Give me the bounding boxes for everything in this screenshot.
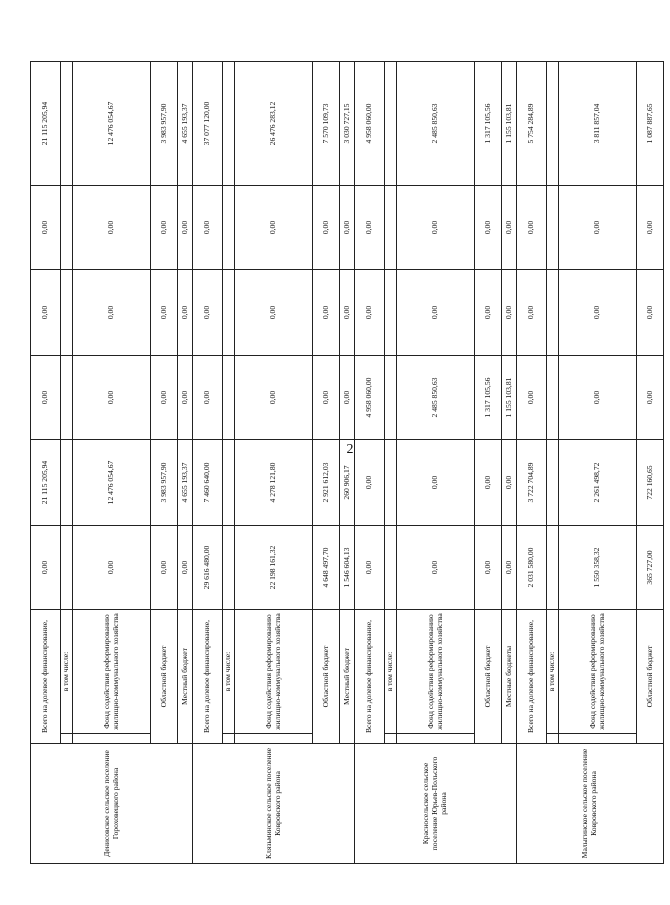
funding-source-label: Местный бюджет (340, 610, 355, 744)
settlement-name: Клязьминское сельское поселение Ковровского района (193, 744, 355, 864)
value-cell: 0,00 (151, 186, 178, 270)
indent-cell (385, 734, 397, 744)
value-cell: 1 546 604,13 (340, 526, 355, 610)
value-cell: 22 198 161,32 (235, 526, 313, 610)
value-cell: 12 476 054,67 (73, 62, 151, 186)
empty-cell (61, 186, 73, 270)
value-cell: 0,00 (397, 526, 475, 610)
value-cell: 0,00 (73, 526, 151, 610)
funding-source-label: в том числе: (223, 610, 235, 734)
value-cell: 0,00 (355, 440, 385, 526)
table-frame (30, 62, 654, 864)
funding-source-label: Всего на долевое финансирование, (517, 610, 547, 744)
settlement-name: Денисовское сельское поселение Гороховецкого района (31, 744, 193, 864)
value-cell: 21 115 205,94 (31, 62, 61, 186)
value-cell: 2 485 850,63 (397, 62, 475, 186)
value-cell: 0,00 (397, 186, 475, 270)
value-cell: 0,00 (517, 356, 547, 440)
settlement-name: Красносельское сельское поселение Юрьев-Польского района (355, 744, 517, 864)
value-cell: 7 570 109,73 (313, 62, 340, 186)
value-cell: 0,00 (151, 356, 178, 440)
value-cell: 26 476 283,12 (235, 62, 313, 186)
value-cell: 0,00 (73, 356, 151, 440)
value-cell: 29 616 480,00 (193, 526, 223, 610)
value-cell: 3 811 857,04 (559, 62, 637, 186)
funding-source-label: Местные бюджеты (502, 610, 517, 744)
funding-source-label: Фонд содействия реформированию жилищно-коммунального хозяйства (235, 610, 313, 734)
funding-source-label: Всего на долевое финансирование, (355, 610, 385, 744)
table-row (517, 62, 547, 864)
funding-source-label: в том числе: (547, 610, 559, 734)
funding-source-label: Местный бюджет (178, 610, 193, 744)
settlement-name: Малыгинское сельское поселение Ковровского района (517, 744, 664, 864)
value-cell: 0,00 (151, 270, 178, 356)
rotated-table-wrapper (30, 62, 654, 864)
table-row (31, 62, 61, 864)
value-cell: 4 958 060,00 (355, 356, 385, 440)
empty-cell (61, 526, 73, 610)
value-cell: 0,00 (475, 186, 502, 270)
empty-cell (547, 62, 559, 186)
value-cell: 0,00 (193, 270, 223, 356)
empty-cell (547, 186, 559, 270)
value-cell: 0,00 (559, 356, 637, 440)
funding-source-label: Фонд содействия реформированию жилищно-коммунального хозяйства (73, 610, 151, 734)
funding-source-label: Всего на долевое финансирование, (31, 610, 61, 744)
funding-source-label: Областной бюджет (151, 610, 178, 744)
value-cell: 4 958 060,00 (355, 62, 385, 186)
empty-cell (61, 62, 73, 186)
table-row (637, 62, 664, 864)
value-cell: 5 754 284,89 (517, 62, 547, 186)
value-cell: 3 983 957,90 (151, 62, 178, 186)
empty-cell (61, 440, 73, 526)
value-cell: 0,00 (73, 270, 151, 356)
table-row (178, 62, 193, 864)
value-cell: 0,00 (355, 186, 385, 270)
table-row (61, 62, 73, 864)
table-row (397, 62, 475, 864)
value-cell: 0,00 (355, 270, 385, 356)
table-row (223, 62, 235, 864)
value-cell: 0,00 (475, 526, 502, 610)
table-row (151, 62, 178, 864)
empty-cell (223, 356, 235, 440)
value-cell: 1 317 105,56 (475, 62, 502, 186)
value-cell: 37 077 120,00 (193, 62, 223, 186)
empty-cell (385, 270, 397, 356)
value-cell: 0,00 (517, 186, 547, 270)
value-cell: 0,00 (313, 356, 340, 440)
value-cell: 0,00 (397, 270, 475, 356)
value-cell: 0,00 (31, 186, 61, 270)
empty-cell (547, 440, 559, 526)
value-cell: 0,00 (355, 526, 385, 610)
table-row (73, 62, 151, 864)
value-cell: 0,00 (73, 186, 151, 270)
value-cell: 0,00 (559, 186, 637, 270)
value-cell: 4 655 193,37 (178, 62, 193, 186)
value-cell: 0,00 (235, 186, 313, 270)
value-cell: 1 317 105,56 (475, 356, 502, 440)
value-cell: 0,00 (151, 526, 178, 610)
value-cell: 7 460 640,00 (193, 440, 223, 526)
value-cell: 0,00 (178, 186, 193, 270)
value-cell: 1 550 358,32 (559, 526, 637, 610)
value-cell: 21 115 205,94 (31, 440, 61, 526)
value-cell: 0,00 (193, 186, 223, 270)
funding-source-label: в том числе: (61, 610, 73, 734)
empty-cell (385, 526, 397, 610)
value-cell: 0,00 (235, 270, 313, 356)
value-cell: 0,00 (313, 270, 340, 356)
empty-cell (223, 440, 235, 526)
value-cell: 1 155 103,81 (502, 62, 517, 186)
value-cell: 3 030 727,15 (340, 62, 355, 186)
value-cell: 722 160,65 (637, 440, 664, 526)
value-cell: 0,00 (178, 270, 193, 356)
indent-cell (61, 734, 73, 744)
value-cell: 0,00 (397, 440, 475, 526)
value-cell: 0,00 (31, 526, 61, 610)
funding-source-label: Областной бюджет (637, 610, 664, 744)
value-cell: 0,00 (637, 356, 664, 440)
indent-cell (547, 734, 559, 744)
funding-source-label: Областной бюджет (475, 610, 502, 744)
value-cell: 0,00 (31, 356, 61, 440)
value-cell: 0,00 (31, 270, 61, 356)
value-cell: 0,00 (637, 186, 664, 270)
value-cell: 4 648 497,70 (313, 526, 340, 610)
funding-source-label: Фонд содействия реформированию жилищно-коммунального хозяйства (397, 610, 475, 734)
empty-cell (223, 270, 235, 356)
value-cell: 0,00 (502, 186, 517, 270)
value-cell: 0,00 (340, 270, 355, 356)
table-row (475, 62, 502, 864)
value-cell: 0,00 (178, 356, 193, 440)
value-cell: 2 031 580,00 (517, 526, 547, 610)
value-cell: 2 485 850,63 (397, 356, 475, 440)
funding-source-label: Всего на долевое финансирование, (193, 610, 223, 744)
value-cell: 0,00 (637, 270, 664, 356)
empty-cell (61, 270, 73, 356)
indent-cell (397, 734, 475, 744)
table-body (31, 62, 664, 864)
value-cell: 12 476 054,67 (73, 440, 151, 526)
value-cell: 0,00 (517, 270, 547, 356)
indent-cell (223, 734, 235, 744)
value-cell: 2 261 498,72 (559, 440, 637, 526)
value-cell: 0,00 (235, 356, 313, 440)
value-cell: 3 983 957,90 (151, 440, 178, 526)
value-cell: 0,00 (475, 270, 502, 356)
table-row (502, 62, 517, 864)
value-cell: 0,00 (502, 270, 517, 356)
value-cell: 0,00 (193, 356, 223, 440)
value-cell: 3 722 704,89 (517, 440, 547, 526)
table-row (547, 62, 559, 864)
funding-source-label: Областной бюджет (313, 610, 340, 744)
value-cell: 0,00 (502, 526, 517, 610)
empty-cell (61, 356, 73, 440)
empty-cell (547, 356, 559, 440)
empty-cell (223, 62, 235, 186)
table-row (235, 62, 313, 864)
value-cell: 4 278 121,80 (235, 440, 313, 526)
value-cell: 0,00 (559, 270, 637, 356)
value-cell: 0,00 (475, 440, 502, 526)
value-cell: 365 727,00 (637, 526, 664, 610)
value-cell: 1 087 887,65 (637, 62, 664, 186)
value-cell: 0,00 (178, 526, 193, 610)
value-cell: 0,00 (313, 186, 340, 270)
empty-cell (385, 356, 397, 440)
empty-cell (547, 270, 559, 356)
indent-cell (559, 734, 637, 744)
empty-cell (385, 186, 397, 270)
indent-cell (73, 734, 151, 744)
table-row (193, 62, 223, 864)
value-cell: 0,00 (502, 440, 517, 526)
funding-source-label: в том числе: (385, 610, 397, 734)
table-row (340, 62, 355, 864)
table-row (559, 62, 637, 864)
financing-table (30, 61, 664, 864)
empty-cell (223, 526, 235, 610)
empty-cell (547, 526, 559, 610)
funding-source-label: Фонд содействия реформированию жилищно-коммунального хозяйства (559, 610, 637, 734)
value-cell: 2 921 612,03 (313, 440, 340, 526)
empty-cell (385, 440, 397, 526)
value-cell: 0,00 (340, 356, 355, 440)
value-cell: 260 906,17 (340, 440, 355, 526)
empty-cell (385, 62, 397, 186)
value-cell: 4 655 193,37 (178, 440, 193, 526)
table-row (313, 62, 340, 864)
value-cell: 0,00 (340, 186, 355, 270)
empty-cell (223, 186, 235, 270)
table-row (355, 62, 385, 864)
value-cell: 1 155 103,81 (502, 356, 517, 440)
table-row (385, 62, 397, 864)
page-number: 2 (346, 442, 354, 457)
indent-cell (235, 734, 313, 744)
